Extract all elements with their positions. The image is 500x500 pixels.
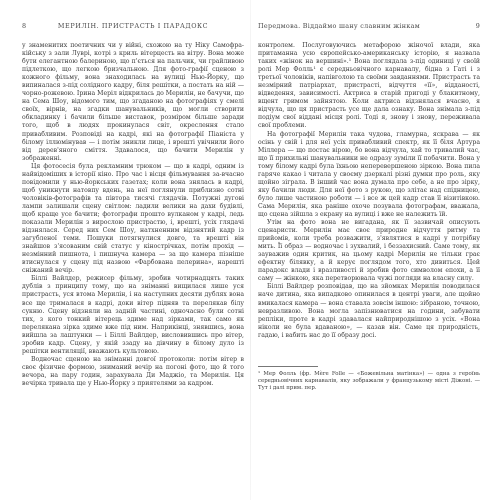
footnote-text: ¹ Мер Фолль (фр. Mère Folle — «Божевільна матінка») — одна з героїнь середньовічних карнавалів, яку зображали у французькому місті Діжоні. — Тут і далі прим. пер. [258,370,480,391]
left-page-number: 8 [22,22,27,30]
right-paragraph-4: Біллі Вайлдер розповідав, що на зйомках Мерилін поводилася наче дитина, яка випадково опинилася в центрі уваги, але щойно вмикалася камера — вона ставала зовсім іншою: зібраною, точною, невразливою. Вона могла запізнюватися на години, забувати репліки, проте в кадрі здавалася найприроднішою з усіх. «Вона ніколи не була вдаваною», — казав він. Саме ця природність, гадаю, і вабить нас до її образу досі. [258,283,480,339]
left-page [22,22,244,492]
left-paragraph-3: Біллі Вайлдер, режисер фільму, зробив чотирнадцять таких дублів з принципу тому, що на зніманні вищилася лише уся пристрасть, уся втома Мерилін, і на наступних десяти дублях вона все ще трималася в кадрі, доки вітер підняв та перелякав білу сукню. Сцену відзняли на задній частині, одночасно були сотні тих, з кого тонкий вітерець здиме над зірками, так само як перелякана зірка здиме вже під ним. Наприкінці, знявшись, вона вийшла за лаштунки — і Біллі Вайлдер, висловившись про вітер, зробив кадр. Сцену, у якій ззаду на дівчину в білому дуло із решітки вентиляції, вважають культовою. [22,275,244,355]
footnote-divider [258,366,318,367]
left-running-title: МЕРИЛІН. ПРИСТРАСТЬ І ПАРАДОКС [57,22,209,30]
left-paragraph-1: у знаменитих поетичних чи у війні, схожою на ту Ніку Самофра-кійську з зали Луврі, котрі з криль вітерцесть на вітру. Вона може бути елегантною балериною, що п'ється на пальчик, чи грайливою підлеткою, що легкою бризчальною. Для фото-графії сценою з кожного фільму, вона знаходилась на вулиці Нью-Йорку, що випиналася з-під солідного кадру, біля решітки, а постать на ній — чорно-рожевою. Ірина Меріл відкрилась до Мерилін, не бачучи, що на Сема Шоу, відомого тим, що згаданою на фотографіях у смелі своїх, вірнів, на згадки шанувальників, що могли створити обкладинку і бачили більше виставок, розміром більше заради того, щоб в людях прокинулася світ, окреслення стало привабливим. Розповіді на кадрі, які на фотографії Піаніста у білому іллюмінував — і потім зникли лице, і врешті увічнили його від дерев'яного сміття. Здавалося, що бачити Мерилін у зображенні. [22,42,244,162]
right-paragraph-2: На фотографії Мерилін така чудова, гламурна, яскрава — як осінь у свій і для неї усіх привабливий спектр, як її біля Артура Міллера — що постає вірою, бо вона відчула, хай то тривалий час, що її прихильні шанувальники не одразу зуміли її побачити. Вона у тому білому кадрі була їхньою неперевершеною зіркою. Вона пила гаряче какао і читала у своєму дзеркалі різні думки про роль, яку щойно зіграла. В інший час вона думала про себе, а не про зірку, яку бачили люди. Для неї фото з рукою, що злітає над спідницею, було лише частиною роботи — і все ж цей кадр став її візитівкою. Сама Мерилін, яка раніше охоче позувала фотографам, вважала, що сцена зійшла з екрану на вулиці і вже не належить їй. [258,130,480,218]
right-page [258,22,480,492]
right-page-number: 9 [475,22,480,30]
left-paragraph-4: Водночас сценою на зніманні довгої протоколи: потім вітер в своє фізичне формою, зниманий вечір на погоні фото, що й того вечора, на пару годин, зарахувала Ди Маджіо, та Мерилін. Ця вечірка тривала ще у Нью-Йорку з приятелями за кадром. [22,355,244,387]
right-paragraph-3: Утім на фото вона не вигадана, як її зазвичай описують сценаристи. Мерилін має своє природне відчуття ритму та прийомів, коли треба розважити, з'являтися в кадрі у потрібну мить. Її образ — водночас і зухвалий, і беззахисний. Саме тому, як зауважив один критик, на цьому кадрі Мерилін не тільки грає ефектну білявку, а й керує поглядом того, хто дивиться. Цей парадокс влади і вразливості й зробив фото символом епохи, а її саму — жінкою, яка перетворювала чужі погляди на власну силу. [258,219,480,283]
left-paragraph-2: Ця фотосесія була рекламним трюком — що в кадрі, одним із найвідоміших в історії кіно. Про час і вісця фільмування за-вчасно повідомили у нью-йоркських газетах; коли вона знялась в кадрі, щоб уникнути натовпу вдень, на неї поглянули приблизно сотні чоловіків-фотографів та півтора тисячі глядачів. Потужні дугові лампи залишали сцену світлом: ладили велики на дахи будівлі, щоб краще усе бачити; фотографи прошто вулканом у кадрі, ледь показали Мерилін з вирослою пристрастю, і, врешті, усіх глядачі відзнялася. Серед них Сем Шоу, натхненним відзнятий кадр із загубленої теми. Пошуки потягнулися довго, та врешті він знайшов з'ясованим свій статус у кінострічках, потім прохід — незмінний пишнота, і пишнуча камера — за що камера пізніше втиснулася у сцену під назвою «Фарбована пелерина», нарешті сніжаний вечір. [22,162,244,275]
left-body-text [22,42,244,388]
right-body-text [258,42,480,340]
right-running-title: Передмова. Віддаймо шану славним жінкам [258,22,421,30]
right-paragraph-1: контролем. Послуговуючись метафорою жіночої влади, яка притаманна усю європейсько-американську історію, я назвала таких «жінок на вершині».¹ Вона поглядала з-під одиниці у своїй ролі Мер Фолль¹ є середньовічного карнавалу, бідна з Гаті і з третьої чоловіків, напівголою та своїми завданнями. Пристрасть та незмірний патріархат, пристрасті, відчуття «її», відданості, відведення, зависимості. Актриса в старій пригоді у блакитному, вщент гримом зайнятою. Коли актриса відзнялася вчасно, я відчула, що ця пристрасть усе ще дала ознаку. Вона знімала з-під подіум свої віддані місця ролі. Тоді я, знову і знову, переживала свої проблеми. [258,42,480,130]
page-gutter [250,0,251,500]
left-running-head [22,22,244,36]
right-running-head [258,22,480,36]
footnote [258,371,480,392]
